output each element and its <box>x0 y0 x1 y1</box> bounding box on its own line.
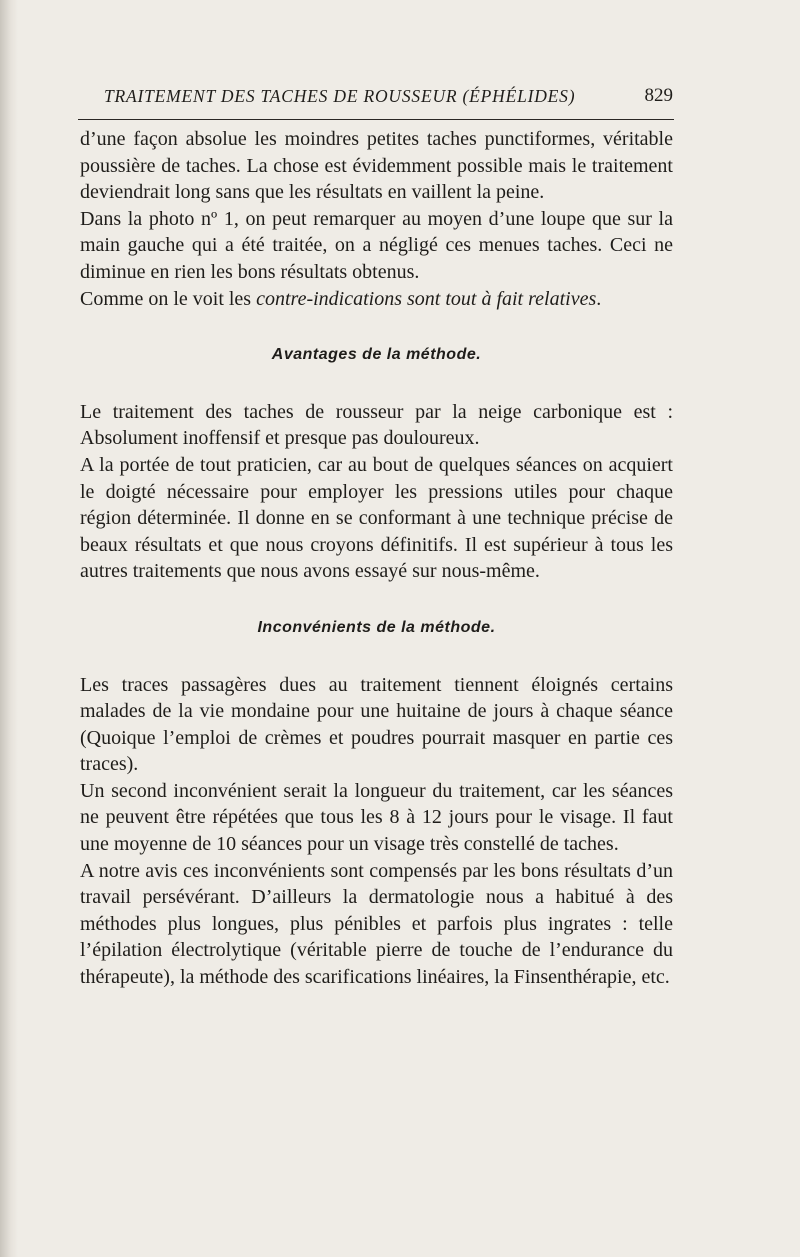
header-rule <box>78 119 674 120</box>
paragraph-advantages-2: A la portée de tout praticien, car au bout de quelques séances on acquiert le doigté nécessaire pour employer les pressions utiles pour chaque région déterminée. Il donne en se conformant à une technique précise de beaux résultats et que nous croyons définitifs. Il est supérieur à tous les autres traitements que nous avons essayé sur nous-même. <box>80 453 673 583</box>
page-body <box>80 126 673 991</box>
paragraph-advantages-1: Le traitement des taches de rousseur par la neige carbonique est : Absolument inoffensif et presque pas douloureux. <box>80 400 673 450</box>
section-spacer <box>80 369 673 399</box>
paragraph-drawbacks-3: A notre avis ces inconvénients sont compensés par les bons résultats d’un travail persévérant. D’ailleurs la dermatologie nous a habitué à des méthodes plus longues, plus pénibles et parfois plus ingrates : telle l’épilation électrolytique (véritable pierre de touche de l’endurance du thérapeute), la méthode des scarifications linéaires, la Finsenthérapie, etc. <box>80 859 673 989</box>
page-gutter-shadow <box>0 0 18 1257</box>
contraindications-lead: Comme on le voit les <box>80 287 257 310</box>
contraindications-emphasis: contre-indications sont tout à fait relatives <box>256 287 597 310</box>
running-head: TRAITEMENT DES TACHES DE ROUSSEUR (ÉPHÉLIDES) <box>104 86 576 106</box>
page-header <box>80 84 673 114</box>
paragraph-drawbacks-1: Les traces passagères dues au traitement tiennent éloignés certains malades de la vie mondaine pour une huitaine de jours à chaque séance (Quoique l’emploi de crèmes et poudres pourrait masquer en partie ces traces). <box>80 673 673 776</box>
paragraph-drawbacks-2: Un second inconvénient serait la longueur du traitement, car les séances ne peuvent être répétées que tous les 8 à 12 jours pour le visage. Il faut une moyenne de 10 séances pour un visage très constellé de taches. <box>80 779 673 856</box>
contraindications-end: . <box>596 287 602 310</box>
page-number: 829 <box>644 85 673 106</box>
section-heading-advantages: Avantages de la méthode. <box>271 346 482 364</box>
section-heading-drawbacks: Inconvénients de la méthode. <box>257 618 496 636</box>
section-spacer <box>80 642 673 672</box>
paragraph-photo-note: Dans la photo nº 1, on peut remarquer au moyen d’une loupe que sur la main gauche qui a été traitée, on a négligé ces menues taches. Ceci ne diminue en rien les bons résultats obtenus. <box>80 207 673 283</box>
section-spacer <box>80 585 673 615</box>
paragraph-contraindications <box>80 286 673 313</box>
paragraph-continuation: d’une façon absolue les moindres petites taches punctiformes, véritable poussière de taches. La chose est évidemment possible mais le traitement deviendrait long sans que les résultats en vaillent la peine. <box>80 128 673 204</box>
section-spacer <box>80 312 673 342</box>
